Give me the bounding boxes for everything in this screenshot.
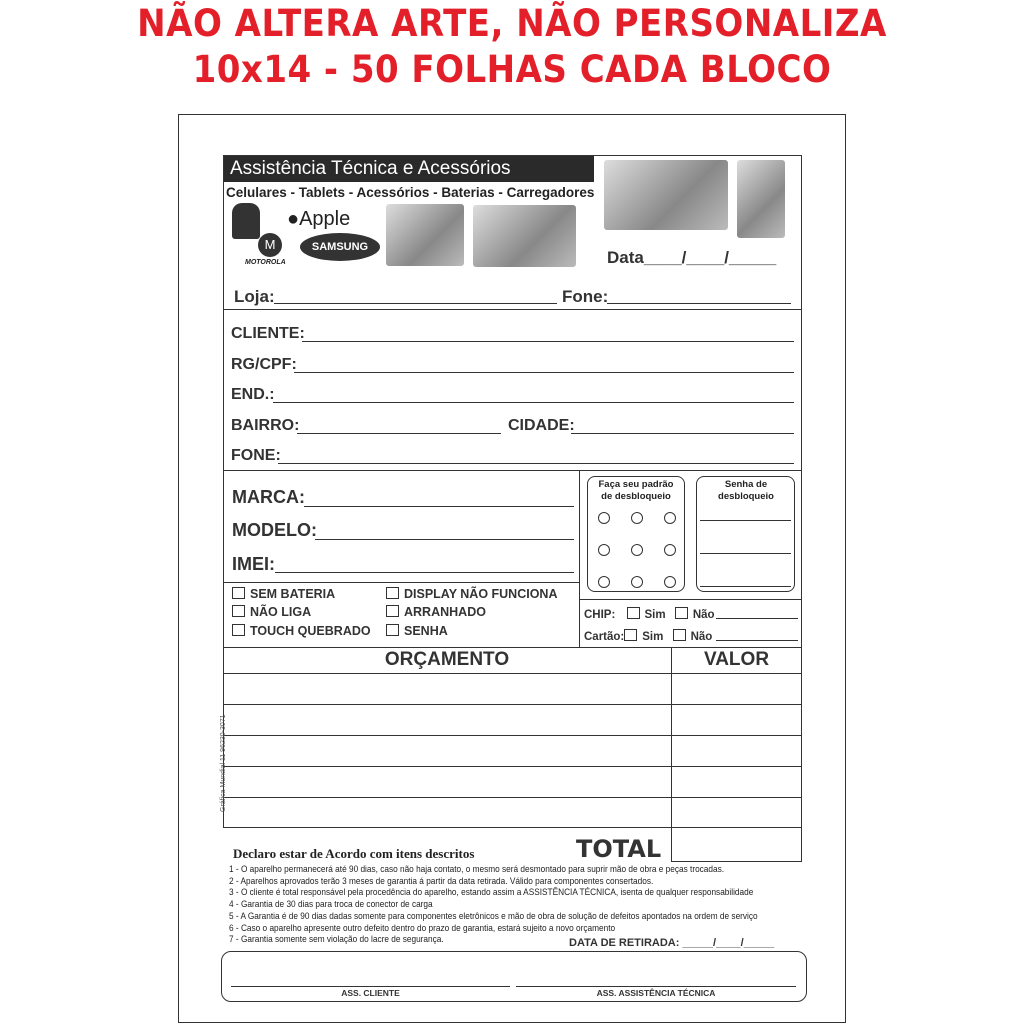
rgcpf-field[interactable] [294,372,794,373]
cartao-nao-checkbox[interactable] [673,629,686,641]
cartao-label: Cartão: [584,631,625,643]
screen-protector-image [737,160,785,238]
check-nao-liga[interactable] [232,605,311,619]
nao-label: Não [692,609,715,621]
check-senha[interactable] [386,624,448,638]
banner-line-2: 10x14 - 50 FOLHAS CADA BLOCO [192,48,832,91]
samsung-logo: SAMSUNG [300,233,380,261]
imei-field[interactable] [275,572,574,573]
modelo-label: MODELO: [232,520,317,540]
accessories-image [604,160,728,230]
terms-list [229,864,816,946]
chip-nao-checkbox[interactable] [675,607,688,619]
cidade-field[interactable] [571,433,794,434]
motorola-logo: MOTOROLA [245,259,286,266]
motorola-icon: M [258,233,282,257]
pattern-dot[interactable] [631,576,643,588]
check-label: ARRANHADO [404,605,486,619]
fone-label: Fone: [562,287,609,306]
term-item: 2 - Aparelhos aprovados terão 3 meses de garantia á partir da data retirada. Válido para componentes consertados. [229,875,654,886]
cliente-label: CLIENTE: [231,325,305,342]
divider [579,599,802,600]
printer-credit: Gráfica Mundial 11 96230-3071 [220,714,227,812]
check-label: SENHA [404,624,448,638]
pattern-dot[interactable] [664,544,676,556]
orcamento-header: ORÇAMENTO [384,649,510,670]
banner-line-1: NÃO ALTERA ARTE, NÃO PERSONALIZA [137,2,887,45]
apple-icon: ● [287,208,300,230]
chip-label: CHIP: [584,609,616,621]
check-label: SEM BATERIA [250,587,336,601]
term-item: 6 - Caso o aparelho apresente outro defeito dentro do prazo de garantia, estará sujeito a novo orçamento [229,922,616,933]
checkbox[interactable] [232,587,245,599]
budget-table [223,647,802,828]
divider [223,582,580,583]
pattern-dot[interactable] [631,544,643,556]
end-field[interactable] [273,402,794,403]
chip-row [584,607,715,621]
sim-label: Sim [642,631,664,643]
table-row[interactable] [223,704,802,705]
pattern-title: Faça seu padrão de desbloqueio [598,479,674,502]
pattern-dot[interactable] [664,512,676,524]
retirada-date-field[interactable]: DATA DE RETIRADA: _____/____/_____ [569,937,775,949]
checkbox[interactable] [386,605,399,617]
cartao-sim-checkbox[interactable] [624,629,637,641]
cidade-label: CIDADE: [508,417,575,434]
header-subtitle: Celulares - Tablets - Acessórios - Baterias - Carregadores [226,185,595,200]
end-label: END.: [231,386,275,403]
store-phone-field[interactable] [607,303,791,304]
client-fone-label: FONE: [231,447,281,464]
chip-field[interactable] [716,618,798,619]
check-label: TOUCH QUEBRADO [250,624,371,638]
android-icon [232,203,260,239]
total-label: TOTAL [576,835,662,863]
pattern-dot[interactable] [631,512,643,524]
imei-label: IMEI: [232,554,275,574]
marca-field[interactable] [304,506,574,507]
check-arranhado[interactable] [386,605,486,619]
client-box [223,309,802,471]
tech-signature-label: ASS. ASSISTÊNCIA TÉCNICA [596,988,716,998]
password-title: Senha de desbloqueio [718,479,774,502]
password-line[interactable] [700,586,791,587]
valor-header: VALOR [703,649,770,670]
table-row[interactable] [223,673,802,674]
checkbox[interactable] [232,624,245,636]
term-item: 4 - Garantia de 30 dias para troca de conector de carga [229,899,433,910]
total-value-cell[interactable] [671,827,802,862]
loja-label: Loja: [234,287,275,306]
modelo-field[interactable] [315,539,574,540]
table-row[interactable] [223,797,802,798]
cartao-row [584,629,712,643]
cartao-field[interactable] [716,640,798,641]
password-line[interactable] [700,553,791,554]
divider [579,470,580,648]
apple-logo: ●Apple [287,208,351,230]
tech-signature-line[interactable] [516,986,796,987]
tablet-image [386,204,464,266]
client-signature-line[interactable] [231,986,510,987]
check-label: DISPLAY NÃO FUNCIONA [404,587,558,601]
table-row[interactable] [223,766,802,767]
sim-label: Sim [644,609,666,621]
bairro-label: BAIRRO: [231,417,300,434]
phones-image [473,205,576,267]
rgcpf-label: RG/CPF: [231,356,297,373]
password-line[interactable] [700,520,791,521]
bairro-field[interactable] [297,433,501,434]
check-sem-bateria[interactable] [232,587,335,601]
table-row[interactable] [223,735,802,736]
term-item: 5 - A Garantia é de 90 dias dadas somente para componentes eletrônicos e mão de obra de solução de defeitos apontados na ordem de serviço [229,910,758,921]
terms-heading: Declaro estar de Acordo com itens descritos [233,846,475,861]
checkbox[interactable] [386,587,399,599]
pattern-dot[interactable] [598,512,610,524]
term-item: 7 - Garantia somente sem violação do lacre de segurança. [229,934,444,945]
cliente-field[interactable] [302,341,794,342]
nao-label: Não [690,631,713,643]
term-item: 1 - O aparelho permanecerá até 90 dias, caso não haja contato, o mesmo será desmontado para suprir mão de obra e peças trocadas. [229,864,725,874]
loja-field[interactable] [274,303,557,304]
checkbox[interactable] [386,624,399,636]
check-label: NÃO LIGA [250,605,312,619]
pattern-dot[interactable] [598,544,610,556]
pattern-dot[interactable] [664,576,676,588]
date-field[interactable]: Data____/____/_____ [607,248,777,267]
header-title: Assistência Técnica e Acessórios [224,156,594,182]
term-item: 3 - O cliente é total responsável pela procedência do aparelho, estando assim a ASSISTÊNCIA TÉCNICA, isenta de qualquer responsabilidade [229,887,754,898]
client-fone-field[interactable] [278,463,794,464]
pattern-dot[interactable] [598,576,610,588]
check-display[interactable] [386,587,558,601]
check-touch[interactable] [232,624,371,638]
checkbox[interactable] [232,605,245,617]
pattern-dots[interactable] [598,512,676,588]
marca-label: MARCA: [232,487,305,507]
chip-sim-checkbox[interactable] [627,607,640,619]
client-signature-label: ASS. CLIENTE [341,988,400,998]
